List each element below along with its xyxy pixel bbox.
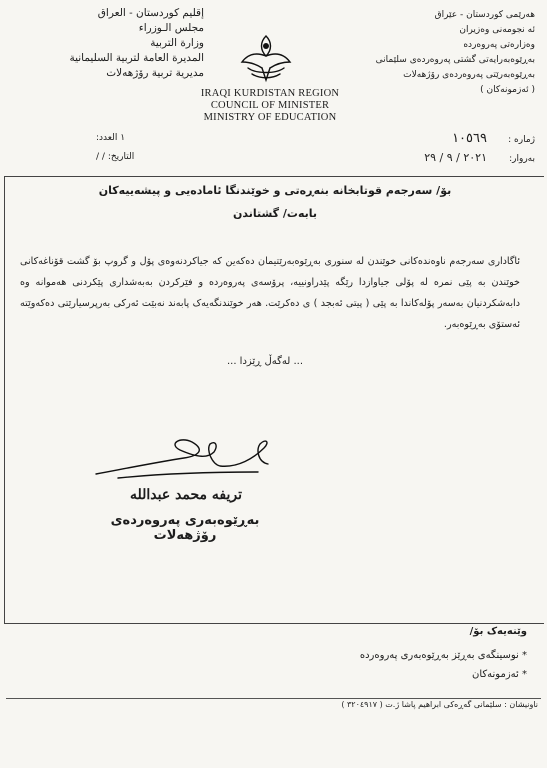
letterhead-arabic-line: إقليم كوردستان - العراق: [97, 7, 204, 19]
copies-list: [297, 646, 527, 684]
kurdish-number-label: ژمارە :: [508, 135, 535, 145]
arabic-date-field: [96, 152, 134, 162]
footer-divider: [6, 698, 541, 699]
letterhead-kurdish-line: بەڕێوەبەرێتی پەروەردەی رۆژهەلات: [403, 70, 535, 80]
letterhead-english-line: MINISTRY OF EDUCATION: [203, 112, 337, 123]
arabic-date-label: التاريخ:: [107, 152, 135, 162]
letterhead-arabic-line: وزارة التربية: [150, 37, 204, 49]
copies-list-item: * ئەزمونەکان: [472, 669, 527, 680]
recipient-line: بۆ/ سەرجەم قوتابخانە بنەڕەتی و خوێندنگا ئامادەیی و پیشەییەکان: [98, 184, 452, 197]
letterhead-kurdish-line: وەزارەتی پەروەردە: [463, 40, 535, 50]
signatory-name: تريفه محمد عبدالله: [129, 487, 243, 503]
letterhead-kurdish-line: هەرێمی کوردستان - عێراق: [434, 10, 535, 20]
letterhead-kurdish-line: ( ئەزمونەکان ): [480, 85, 535, 95]
signatory-title: بەڕێوەبەری پەروەردەی رۆژهەلات: [110, 513, 260, 543]
letterhead-kurdish: [335, 8, 535, 98]
kurdistan-emblem-icon: [236, 28, 296, 86]
letterhead-kurdish-line: ئه نجومەنی وەزیران: [459, 25, 535, 35]
letterhead-arabic-line: المديرة العامة لتربية السليمانية: [69, 52, 204, 64]
letterhead-arabic-line: مديرية تربية رۆژهەلات: [106, 67, 204, 79]
letterhead-english: [182, 88, 358, 124]
content-frame: [4, 176, 544, 624]
footer-address: ناونیشان : سلێمانی گەڕەکی ابراهیم پاشا ژ.ت ( ٣٢٠٤٩١٧ ): [341, 700, 538, 709]
kurdish-date-label: بەروار:: [509, 154, 535, 164]
closing-greeting: ... لەگەڵ ڕێزدا ...: [226, 356, 304, 367]
letterhead-english-line: IRAQI KURDISTAN REGION: [200, 88, 340, 99]
letterhead-arabic-line: مجلس الـوزراء: [138, 22, 204, 34]
copies-heading: وێنەیەک بۆ/: [469, 626, 527, 637]
document-number: ١٠٥٦٩: [452, 131, 487, 146]
copies-list-item: * نوسینگەی بەڕێز بەڕێوەبەری پەروەردە: [359, 650, 527, 661]
handwritten-signature: [88, 428, 288, 488]
letterhead-kurdish-line: بەڕێوەبەرایەتی گشتی پەروەردەی سلێمانی: [375, 55, 535, 65]
arabic-number-prefix: ١: [120, 133, 126, 143]
arabic-date-value: / /: [96, 152, 105, 162]
document-date: ٢٠٢١ / ٩ / ٢٩: [424, 151, 487, 164]
letterhead-arabic: [14, 6, 204, 81]
subject-line: بابەت/ گشتاندن: [232, 207, 318, 220]
letterhead-english-line: COUNCIL OF MINISTER: [210, 100, 330, 111]
arabic-number-label: العدد:: [96, 133, 118, 143]
arabic-number-field: [96, 133, 125, 143]
body-paragraph: ئاگاداری سەرجەم ناوەندەکانی خوێندن لە سنوری بەڕێوەبەرێتیمان دەکەین کە جیاکردنەوەی پۆل و گروپ بۆ گشت قۆناغەکانی خوێندن بە پێی نمرە لە پۆلی جیاوازدا رێگە پێدراونییە، پرۆسەی پەروەردە و فێرکردن بەبەشداری پێکردنی هەموانە وە دابەشکردنیان بەسەر پۆلەکاندا بە پێی ( پیتی ئەبجد ) ی دەکرێت. هەر خوێندنگەیەک پابەند نەبێت ئەرکی بەرپرسیارێتی دەکەوێتە ئەستۆی بەڕێوەبەر.: [20, 256, 520, 330]
